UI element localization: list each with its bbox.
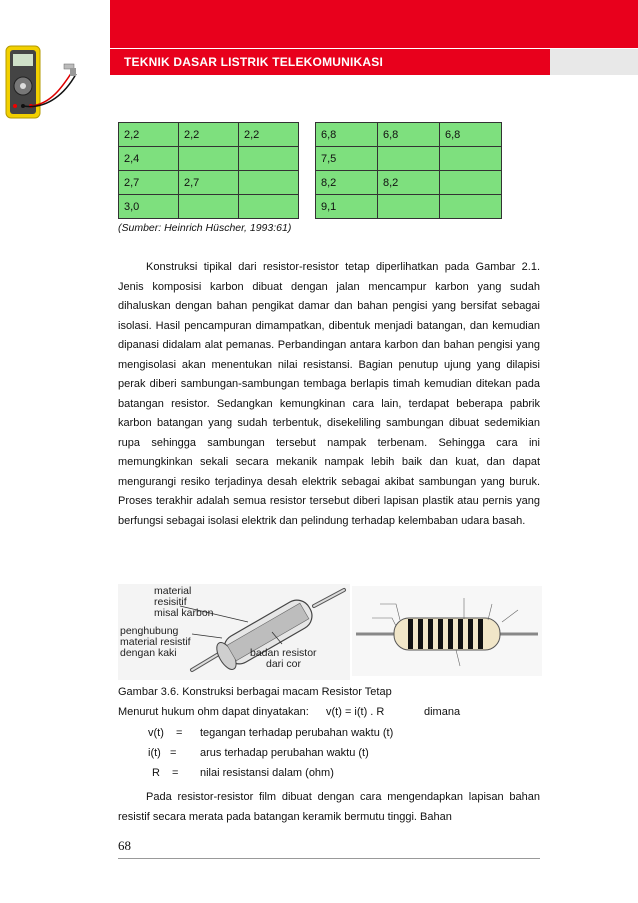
paragraph-film-resistor bbox=[118, 788, 540, 827]
header-shade bbox=[550, 49, 638, 75]
table-cell: 7,5 bbox=[316, 147, 378, 171]
figure-caption: Gambar 3.6. Konstruksi berbagai macam Resistor Tetap bbox=[118, 686, 392, 698]
table-cell bbox=[378, 147, 440, 171]
table-cell bbox=[239, 147, 299, 171]
table-cell bbox=[179, 195, 239, 219]
label-badan-resistor: badan resistor bbox=[250, 647, 317, 659]
table-cell: 2,4 bbox=[119, 147, 179, 171]
paragraph-film-resistor-text: Pada resistor-resistor film dibuat dengan cara mengendapkan lapisan bahan resistif secara merata pada batangan keramik bermutu tinggi. Bahan bbox=[118, 791, 540, 823]
label-material-resistif: material resistif bbox=[120, 636, 191, 648]
table-cell bbox=[239, 195, 299, 219]
table-cell: 8,2 bbox=[378, 171, 440, 195]
table-cell: 2,2 bbox=[239, 123, 299, 147]
multimeter-icon bbox=[2, 44, 88, 120]
definition-eq: = bbox=[172, 767, 179, 779]
ohm-formula: v(t) = i(t) . R bbox=[326, 706, 385, 718]
table-cell bbox=[440, 195, 502, 219]
page-number: 68 bbox=[118, 838, 131, 853]
definition-text: tegangan terhadap perubahan waktu (t) bbox=[200, 727, 394, 739]
footer-divider bbox=[118, 858, 540, 859]
table-cell bbox=[440, 147, 502, 171]
header-title: TEKNIK DASAR LISTRIK TELEKOMUNIKASI bbox=[124, 55, 383, 69]
table-cell bbox=[378, 195, 440, 219]
film-resistor-diagram bbox=[352, 586, 542, 676]
table-cell bbox=[440, 171, 502, 195]
table-cell: 9,1 bbox=[316, 195, 378, 219]
resistor-values-table-left bbox=[118, 122, 299, 219]
table-source: (Sumber: Heinrich Hüscher, 1993:61) bbox=[118, 222, 292, 234]
table-cell bbox=[239, 171, 299, 195]
table-cell: 2,2 bbox=[179, 123, 239, 147]
definition-eq: = bbox=[176, 727, 183, 739]
header-red-tab bbox=[110, 0, 638, 48]
table-cell: 6,8 bbox=[440, 123, 502, 147]
ohm-suffix: dimana bbox=[424, 706, 461, 718]
table-cell: 6,8 bbox=[316, 123, 378, 147]
definition-symbol: v(t) bbox=[148, 727, 164, 739]
definition-text: nilai resistansi dalam (ohm) bbox=[200, 767, 334, 779]
table-cell bbox=[179, 147, 239, 171]
table-cell: 2,2 bbox=[119, 123, 179, 147]
table-cell: 2,7 bbox=[119, 171, 179, 195]
carbon-resistor-diagram bbox=[118, 584, 350, 680]
definition-text: arus terhadap perubahan waktu (t) bbox=[200, 747, 369, 759]
definition-eq: = bbox=[170, 747, 177, 759]
label-penghubung: penghubung bbox=[120, 625, 179, 637]
table-cell: 8,2 bbox=[316, 171, 378, 195]
paragraph-construction bbox=[118, 258, 540, 531]
ohm-intro: Menurut hukum ohm dapat dinyatakan: bbox=[118, 706, 309, 718]
paragraph-construction-text: Konstruksi tipikal dari resistor-resistor tetap diperlihatkan pada Gambar 2.1. Jenis komposisi karbon dibuat dengan jalan mencampur karbon yang sudah dihaluskan dengan bahan pengikat damar dan bahan pengisi yang bersifat sebagai isolasi. Hasil pencampuran dimampatkan, dibentuk menjadi batangan, dan kemudian dipanasi didalam alat pemanas. Perbandingan antara karbon dan bahan pengisi yang mengisolasi akan menentukan nilai resistansi. Bagian penutup ujung yang dilapisi perak diberi sambungan-sambungan tembaga berlapis timah kemudian ditekan pada batangan resistor. Sedangkan kemungkinan cara lain, terdapat beberapa pabrik karbon batangan yang sudah terbentuk, disekeliling sambungan dibuat sedemikian rupa sehingga sambungan tersebut nampak terbenam. Sehingga cara ini memungkinkan sekali secara mekanik nampak lebih baik dan kuat, dan dapat mengurangi resiko terjadinya desah elektrik sebagai akibat sambungan yang buruk. Proses terakhir adalah semua resistor tersebut diberi lapisan plastik atau pernis yang berfungsi sebagai isolasi elektrik dan pelindung terhadap kelembaban udara basah. bbox=[118, 261, 540, 527]
header-bar bbox=[110, 49, 550, 75]
label-misal-karbon: misal karbon bbox=[154, 607, 214, 619]
ohm-law-line bbox=[118, 706, 461, 718]
table-cell: 2,7 bbox=[179, 171, 239, 195]
label-resisitif: resisitif bbox=[154, 596, 187, 608]
resistor-values-table-right bbox=[315, 122, 502, 219]
label-material: material bbox=[154, 585, 192, 597]
label-dari-cor: dari cor bbox=[266, 658, 302, 670]
label-dengan-kaki: dengan kaki bbox=[120, 647, 177, 659]
table-cell: 6,8 bbox=[378, 123, 440, 147]
definition-symbol: R bbox=[152, 767, 160, 779]
table-cell: 3,0 bbox=[119, 195, 179, 219]
definition-symbol: i(t) bbox=[148, 747, 161, 759]
